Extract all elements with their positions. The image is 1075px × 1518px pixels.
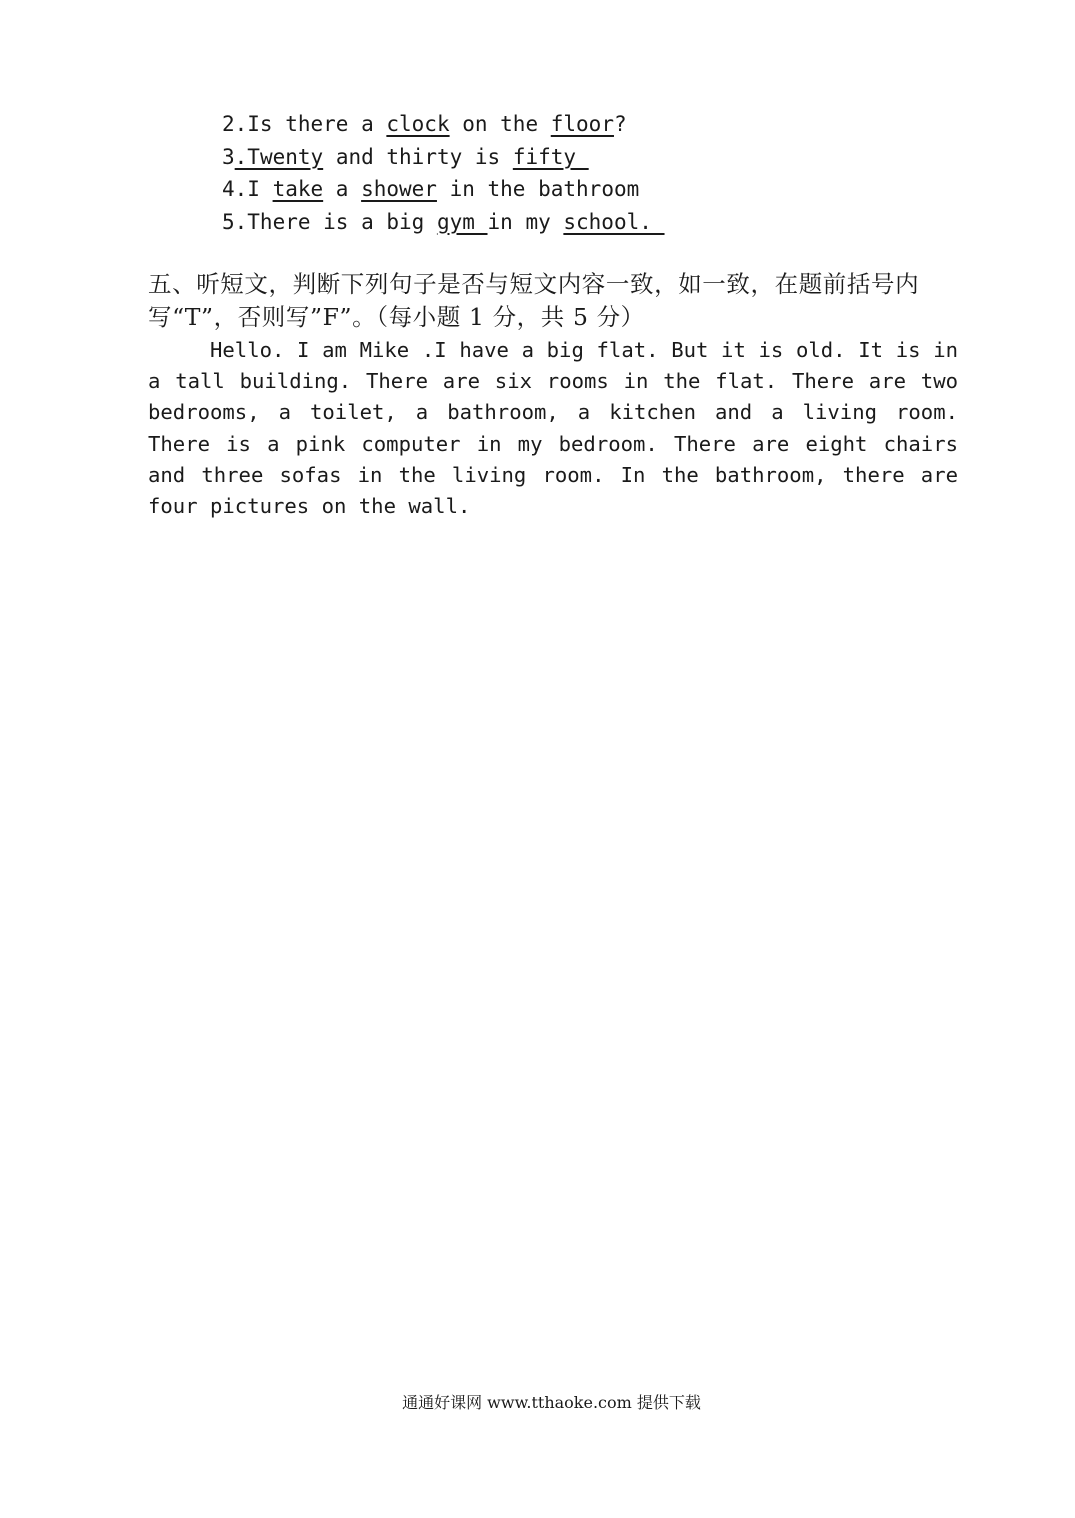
answer-underlined-word: take <box>272 177 324 201</box>
answer-line <box>222 108 665 141</box>
answer-text: a <box>323 177 362 201</box>
footer-source: 通通好课网 www.tthaoke.com 提供下载 <box>402 1393 701 1412</box>
answer-underlined-word: shower <box>361 177 437 201</box>
answer-line <box>222 173 665 206</box>
answer-underlined-word: gym <box>436 209 488 234</box>
listening-passage: Hello. I am Mike .I have a big flat. But it is old. It is in a tall building. There are six rooms in the flat. There are two bedrooms, a toilet, a bathroom, a kitchen and a living room. There is a pink computer in my bedroom. There are eight chairs and three sofas in the living room. In the bathroom, there are four pictures on the wall. <box>148 338 958 519</box>
answer-text: and thirty is <box>323 144 513 169</box>
answer-underlined-word: .Twenty <box>234 144 324 169</box>
answer-underlined-word: fifty <box>512 144 589 169</box>
answer-text: in the bathroom <box>436 177 640 201</box>
answer-underlined-word: school. <box>563 209 665 234</box>
answer-line <box>222 206 665 239</box>
answer-underlined-word: clock <box>386 112 450 136</box>
answer-text: on the <box>449 112 551 136</box>
answer-text: in my <box>487 209 564 234</box>
answer-underlined-word: floor <box>550 112 614 136</box>
answer-text: 3 <box>222 144 235 169</box>
answer-line <box>222 141 665 174</box>
answer-text: 2.Is there a <box>222 112 387 136</box>
answer-text: ? <box>613 112 627 136</box>
answer-list <box>222 108 665 238</box>
section-five-heading: 五、听短文，判断下列句子是否与短文内容一致，如一致，在题前括号内写“T”，否则写”F”。（每小题 1 分，共 5 分） <box>148 270 920 331</box>
answer-text: 4.I <box>222 177 273 201</box>
answer-text: 5.There is a big <box>222 209 437 234</box>
